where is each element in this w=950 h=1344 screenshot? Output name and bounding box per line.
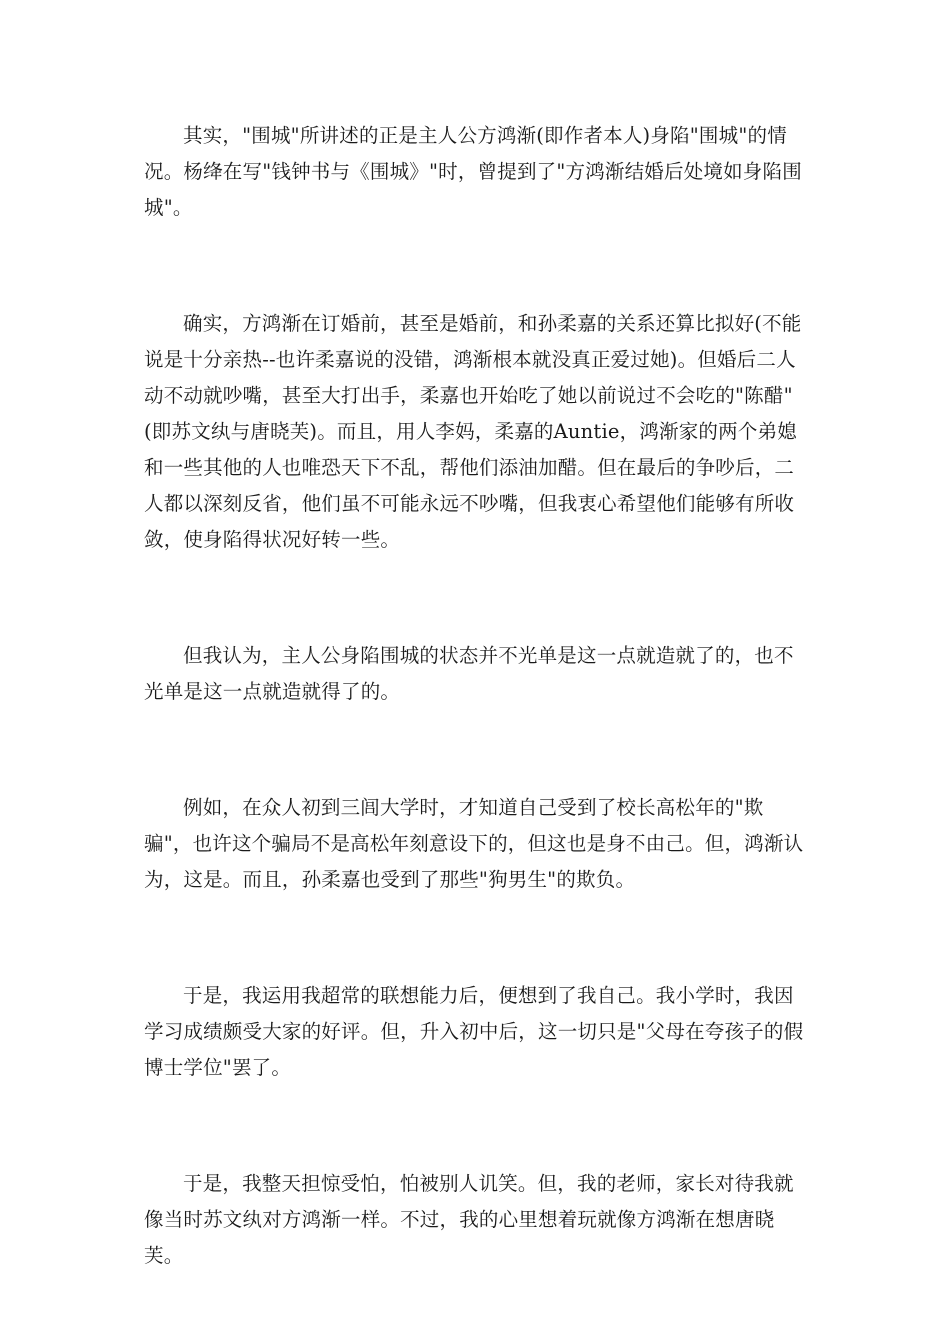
document-body bbox=[144, 118, 809, 1274]
paragraph-2: 确实，方鸿渐在订婚前，甚至是婚前，和孙柔嘉的关系还算比拟好(不能说是十分亲热--也许柔嘉说的没错，鸿渐根本就没真正爱过她)。但婚后二人动不动就吵嘴，甚至大打出手，柔嘉也开始吃了她以前说过不会吃的"陈醋"(即苏文纨与唐晓芙)。而且，用人李妈，柔嘉的Auntie，鸿渐家的两个弟媳和一些其他的人也唯恐天下不乱，帮他们添油加醋。但在最后的争吵后，二人都以深刻反省，他们虽不可能永远不吵嘴，但我衷心希望他们能够有所收敛，使身陷得状况好转一些。 bbox=[144, 312, 802, 551]
paragraph-5: 于是，我运用我超常的联想能力后，便想到了我自己。我小学时，我因学习成绩颇受大家的好评。但，升入初中后，这一切只是"父母在夸孩子的假博士学位"罢了。 bbox=[144, 984, 804, 1079]
paragraph-6: 于是，我整天担惊受怕，怕被别人讥笑。但，我的老师，家长对待我就像当时苏文纨对方鸿渐一样。不过，我的心里想着玩就像方鸿渐在想唐晓芙。 bbox=[144, 1172, 794, 1267]
paragraph-4: 例如，在众人初到三闾大学时，才知道自己受到了校长高松年的"欺骗"，也许这个骗局不是高松年刻意设下的，但这也是身不由己。但，鸿渐认为，这是。而且，孙柔嘉也受到了那些"狗男生"的欺负。 bbox=[144, 796, 804, 891]
paragraph-3: 但我认为，主人公身陷围城的状态并不光单是这一点就造就了的，也不光单是这一点就造就得了的。 bbox=[144, 644, 794, 703]
paragraph-1: 其实，"围城"所讲述的正是主人公方鸿渐(即作者本人)身陷"围城"的情况。杨绛在写"钱钟书与《围城》"时，曾提到了"方鸿渐结婚后处境如身陷围城"。 bbox=[144, 124, 802, 219]
